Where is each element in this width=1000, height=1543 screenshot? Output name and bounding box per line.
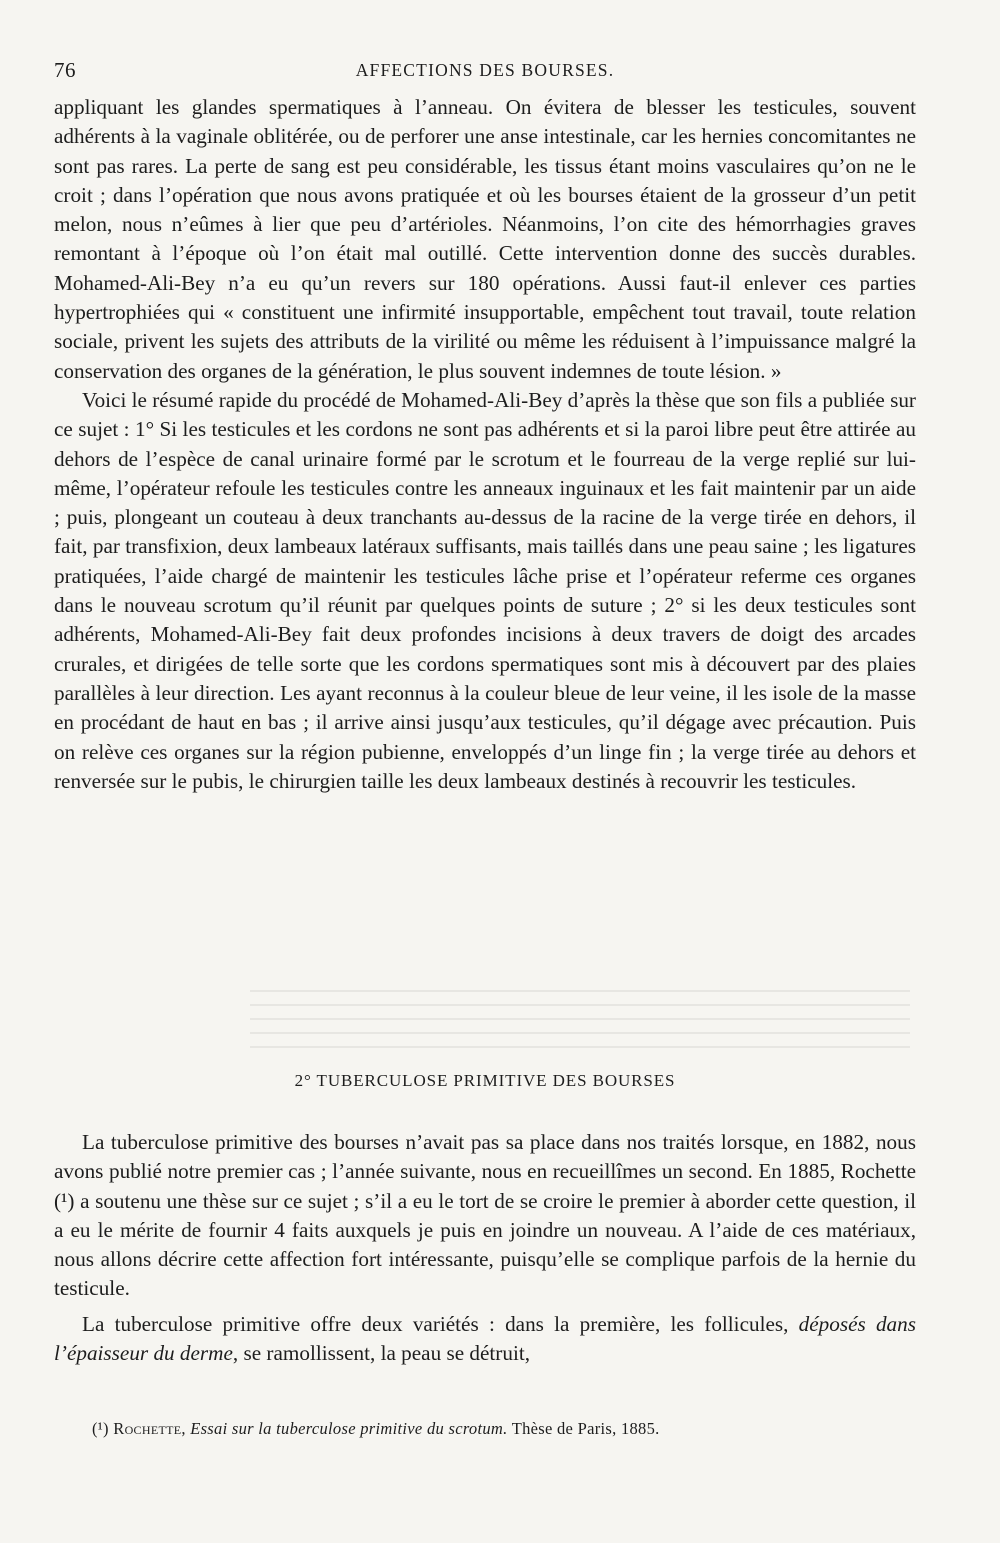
body-text: [54, 93, 916, 796]
italic-phrase: déposés dans l’épaisseur du derme: [54, 1311, 916, 1366]
section-title: 2° TUBERCULOSE PRIMITIVE DES BOURSES: [294, 1071, 676, 1090]
footnote-rest: Thèse de Paris, 1885.: [507, 1419, 660, 1438]
paragraph: appliquant les glandes spermatiques à l’anneau. On évitera de blesser les testicules, souvent adhérents à la vaginale oblitérée, ou de perforer une anse intestinale, car les hernies concomitantes ne sont pas rares. La perte de sang est peu considérable, les tissus étant moins vasculaires qu’on ne le croit ; dans l’opération que nous avons pratiquée et où les bourses étaient de la grosseur d’un petit melon, nous n’eûmes à lier que peu d’artérioles. Néanmoins, l’on cite des hémorrhagies graves remontant à l’époque où l’on était mal outillé. Cette intervention donne des succès durables. Mohamed-Ali-Bey n’a eu qu’un revers sur 180 opérations. Aussi faut-il enlever ces parties hypertrophiées qui « constituent une infirmité insupportable, empêchent tout travail, toute relation sociale, privent les sujets des attributs de la virilité ou même les réduisent à l’impuissance malgré la conservation des organes de la génération, le plus souvent indemnes de toute lésion. »: [54, 95, 916, 383]
section-text: [54, 1128, 916, 1368]
footnote-marker: (¹): [92, 1419, 109, 1438]
footnote-author: Rochette: [113, 1419, 182, 1438]
paragraph-text: La tuberculose primitive offre deux variétés : dans la première, les follicules,: [82, 1311, 799, 1336]
page-number: 76: [54, 58, 76, 82]
bleed-through-shadow: [250, 990, 910, 1060]
paragraph: Voici le résumé rapide du procédé de Mohamed-Ali-Bey d’après la thèse que son fils a publiée sur ce sujet : 1° Si les testicules et les cordons ne sont pas adhérents et si la paroi libre peut être attirée au dehors de l’espèce de canal urinaire formé par le scrotum et le fourreau de la verge replié sur lui-même, l’opérateur refoule les testicules contre les anneaux inguinaux et les fait maintenir par un aide ; puis, plongeant un couteau à deux tranchants au-dessus de la racine de la verge tirée en dehors, il fait, par transfixion, deux lambeaux latéraux suffisants, mais taillés dans une peau saine ; les ligatures pratiquées, l’aide chargé de maintenir les testicules lâche prise et l’opérateur referme ces organes dans le nouveau scrotum qu’il réunit par quelques points de suture ; 2° si les deux testicules sont adhérents, Mohamed-Ali-Bey fait deux profondes incisions à deux travers de doigt des arcades crurales, et dirigées de telle sorte que les cordons spermatiques sont mis à découvert par des plaies parallèles à leur direction. Les ayant reconnus à la couleur bleue de leur veine, il les isole de la masse en procédant de haut en bas ; il arrive ainsi jusqu’aux testicules, qu’il dégage avec précaution. Puis on relève ces organes sur la région pubienne, enveloppés d’un linge fin ; la verge tirée au dehors et renversée sur le pubis, le chirurgien taille les deux lambeaux destinés à recouvrir les testicules.: [54, 387, 916, 793]
paragraph-text: , se ramollissent, la peau se détruit,: [232, 1341, 531, 1366]
footnote-title: Essai sur la tuberculose primitive du scrotum.: [190, 1419, 508, 1438]
footnote: (¹) Rochette, Essai sur la tuberculose primitive du scrotum. Thèse de Paris, 1885.: [92, 1419, 660, 1438]
paragraph: [54, 1310, 916, 1369]
running-head: AFFECTIONS DES BOURSES.: [355, 60, 615, 80]
paragraph: La tuberculose primitive des bourses n’avait pas sa place dans nos traités lorsque, en 1882, nous avons publié notre premier cas ; l’année suivante, nous en recueillîmes un second. En 1885, Rochette (¹) a soutenu une thèse sur ce sujet ; s’il a eu le tort de se croire le premier à aborder cette question, il a eu le mérite de fournir 4 faits auxquels je puis en joindre un nouveau. A l’aide de ces matériaux, nous allons décrire cette affection fort intéressante, puisqu’elle se complique parfois de la hernie du testicule.: [54, 1130, 916, 1301]
page-header: [54, 58, 916, 88]
